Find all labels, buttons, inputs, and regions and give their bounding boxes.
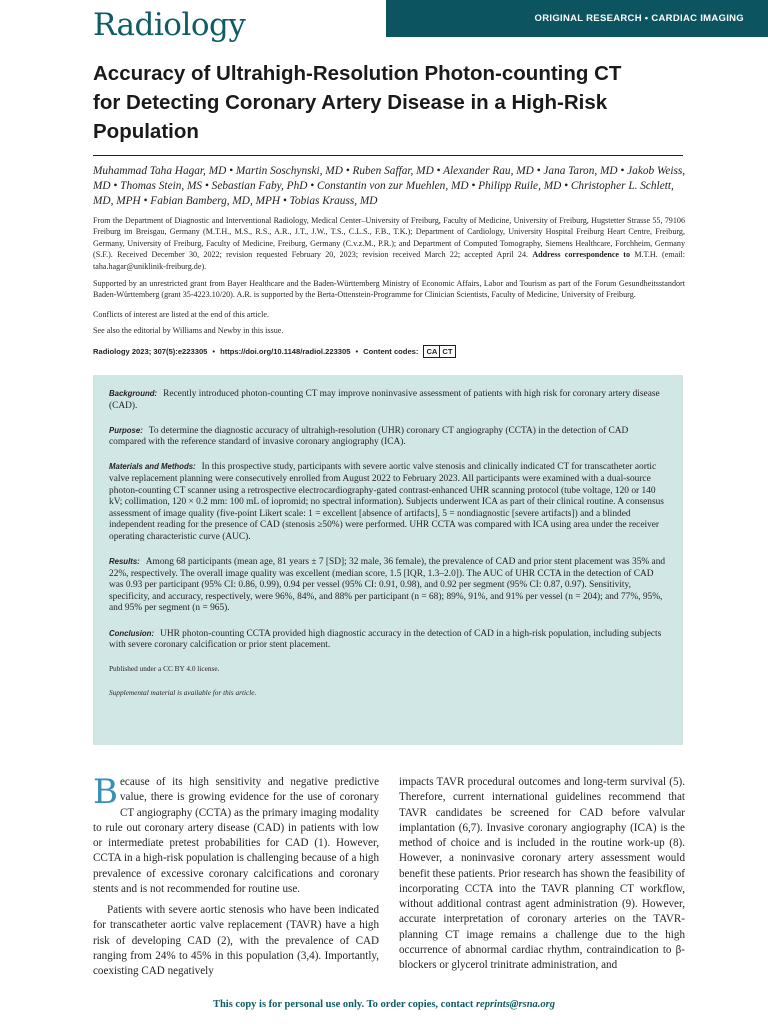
affiliation-note [93, 215, 685, 272]
supplement-note: Supplemental material is available for this article. [109, 688, 257, 698]
bullet-separator: • [212, 347, 216, 356]
abstract-label: Materials and Methods: [109, 462, 196, 472]
abstract-methods [109, 461, 667, 543]
doi-link[interactable]: https://doi.org/10.1148/radiol.223305 [220, 347, 351, 356]
correspondence-label: Address correspondence to [532, 250, 631, 260]
content-code-ca[interactable]: CA [423, 345, 440, 358]
body-column-left [93, 772, 379, 979]
abstract-text: Recently introduced photon-counting CT may improve noninvasive assessment of patients with high risk for coronary artery disease (CAD). [109, 389, 660, 411]
drop-cap: B [93, 772, 118, 812]
content-codes-label: Content codes: [363, 347, 419, 356]
abstract-results [109, 556, 667, 615]
abstract-text: To determine the diagnostic accuracy of ultrahigh-resolution (UHR) coronary CT angiography (CCTA) in the detection of CAD compared with the reference standard of invasive coronary angiography (ICA). [109, 425, 629, 448]
abstract-label: Purpose: [109, 425, 143, 435]
section-tag: ORIGINAL RESEARCH • CARDIAC IMAGING [386, 0, 768, 37]
body-paragraph: Patients with severe aortic stenosis who have been indicated for transcatheter aortic valve replacement (TAVR) have a high risk of developing CAD (2), with the prevalence of CAD ranging from 24% to 45% in this population (3,4). Importantly, coexisting CAD negatively [93, 904, 379, 977]
abstract-box [93, 375, 683, 745]
abstract-purpose [109, 425, 667, 449]
abstract-text: UHR photon-counting CCTA provided high diagnostic accuracy in the detection of CAD in a high-risk population, including subjects with severe coronary calcification or prior stent placement. [109, 628, 662, 651]
abstract-label: Background: [109, 389, 158, 398]
author-list: Muhammad Taha Hagar, MD • Martin Soschynski, MD • Ruben Saffar, MD • Alexander Rau, MD • Jana Taron, MD • Jakob Weiss, MD • Thomas Stein, MS • Sebastian Faby, PhD • Constantin von zur Muehlen, MD • Philipp Ruile, MD • Christopher L. Schlett, MD, MPH • Fabian Bamberg, MD, MPH • Tobias Krauss, MD [93, 165, 686, 207]
abstract-text: In this prospective study, participants with severe aortic valve stenosis and clinically indicated CT for transcatheter aortic valve replacement planning were consecutively enrolled from August 2022 to February 2023. All participants were examined with a dual-source photon-counting CT scanner using a retrospective electrocardiography-gated contrast-enhanced UHR scanning protocol (tube voltage, 120 or 140 kV; collimation, 120 × 0.2 mm: 100 mL of iopromid; no spectral information). Subjects underwent ICA as part of their clinical routine. A consensus assessment of image quality (five-point Likert scale: 1 = excellent [absence of artifacts], 5 = nondiagnostic [severe artifacts]) and a blinded independent reading for the presence of CAD (stenosis ≥50%) were performed. UHR CCTA was compared with ICA using area under the receiver operating characteristic curve (AUC). [109, 462, 664, 542]
citation: Radiology 2023; 307(5):e223305 [93, 347, 208, 356]
abstract-label: Conclusion: [109, 628, 155, 638]
funding-note: Supported by an unrestricted grant from Bayer Healthcare and the Baden-Württemberg Ministry of Economic Affairs, Labor and Tourism as part of the Forum Gesundheitsstandort Baden-Württemberg (grant 35-4223.10/20). A.R. is supported by the Berta-Ottenstein-Programme for Clinician Scientists, Faculty of Medicine, University of Freiburg. [93, 279, 685, 300]
paragraph-text: ecause of its high sensitivity and negative predictive value, there is growing evidence for the use of coronary CT angiography (CCTA) as the primary imaging modality to rule out coronary artery disease (CAD) in patients with low or intermediate pretest probabilities for CAD (1). However, CCTA in a high-risk population is challenging because of a high prevalence of excessive coronary calcifications and coronary stents and is not recommended for routine use. [93, 776, 379, 895]
reprints-email-link[interactable]: reprints@rsna.org [475, 999, 556, 1010]
journal-logo: Radiology [93, 7, 246, 43]
abstract-text: Among 68 participants (mean age, 81 years ± 7 [SD]; 32 male, 36 female), the prevalence of CAD and prior stent placement was 35% and 22%, respectively. The overall image quality was excellent (median score, 1.5 [IQR, 1.3–2.0]). The AUC of UHR CCTA in the detection of CAD was 0.93 per participant (95% CI: 0.86, 0.99), 0.94 per vessel (95% CI: 0.91, 0.98), and 0.92 per segment (95% CI: 0.87, 0.97). Sensitivity, specificity, and accuracy, respectively, were 96%, 84%, and 88% per participant (n = 68); 89%, 91%, and 91% per vessel (n = 204); and 77%, 95%, and 95% per segment (n = 965). [109, 557, 666, 614]
correspondence-text: M.T.H. (email: taha.hagar@uniklinik-freiburg.de). [93, 250, 685, 271]
footer-text: This copy is for personal use only. To order copies, contact [212, 999, 474, 1010]
body-paragraph: impacts TAVR procedural outcomes and long-term survival (5). Therefore, current international guidelines recommend that TAVR candidates be screened for CAD before valvular implantation (6,7). Invasive coronary angiography (ICA) is the method of choice and is included in the routine work-up (8). However, a noninvasive coronary artery assessment would benefit these patients. Prior research has shown the feasibility of incorporating CCTA into the TAVR planning CT workflow, without additional contrast agent administration (9). However, accurate interpretation of coronary arteries on the TAVR-planning CT image remains a challenge due to the high occurrence of abnormal cardiac rhythm, contraindication to β-blockers or glycerol trinitrate administration, and [399, 776, 685, 971]
article-title: Accuracy of Ultrahigh-Resolution Photon-counting CT for Detecting Coronary Artery Disease in a High-Risk Population [93, 62, 622, 143]
bullet-separator: • [355, 347, 359, 356]
body-column-right [399, 775, 685, 973]
affiliation-text: From the Department of Diagnostic and Interventional Radiology, Medical Center–University of Freiburg, Faculty of Medicine, University of Freiburg, Hugstetter Strasse 55, 79106 Freiburg im Breisgau, Germany (M.T.H., M.S., R.S., A.R., J.T., J.W., T.S., C.L.S., F.B., T.K.); Department of Cardiology, University Hospital Freiburg Heart Centre, Freiburg, Germany, University of Freiburg, Faculty of Medicine, Freiburg, Germany (C.v.z.M., P.R.); and Department of Computed Tomography, Siemens Healthcare, Forchheim, Germany (S.F.). Received December 30, 2022; revision requested February 20, 2023; revision received March 22; accepted April 24. [93, 216, 685, 260]
citation-line [93, 345, 456, 358]
abstract-background [109, 388, 667, 412]
title-divider [93, 155, 683, 156]
conflicts-note: Conflicts of interest are listed at the end of this article. [93, 310, 269, 319]
body-paragraph [93, 772, 379, 897]
editorial-note: See also the editorial by Williams and Newby in this issue. [93, 326, 284, 335]
license-note: Published under a CC BY 4.0 license. [109, 664, 220, 674]
abstract-label: Results: [109, 557, 140, 567]
abstract-conclusion [109, 628, 667, 652]
content-code-ct[interactable]: CT [440, 345, 455, 358]
footer-note [0, 999, 768, 1010]
